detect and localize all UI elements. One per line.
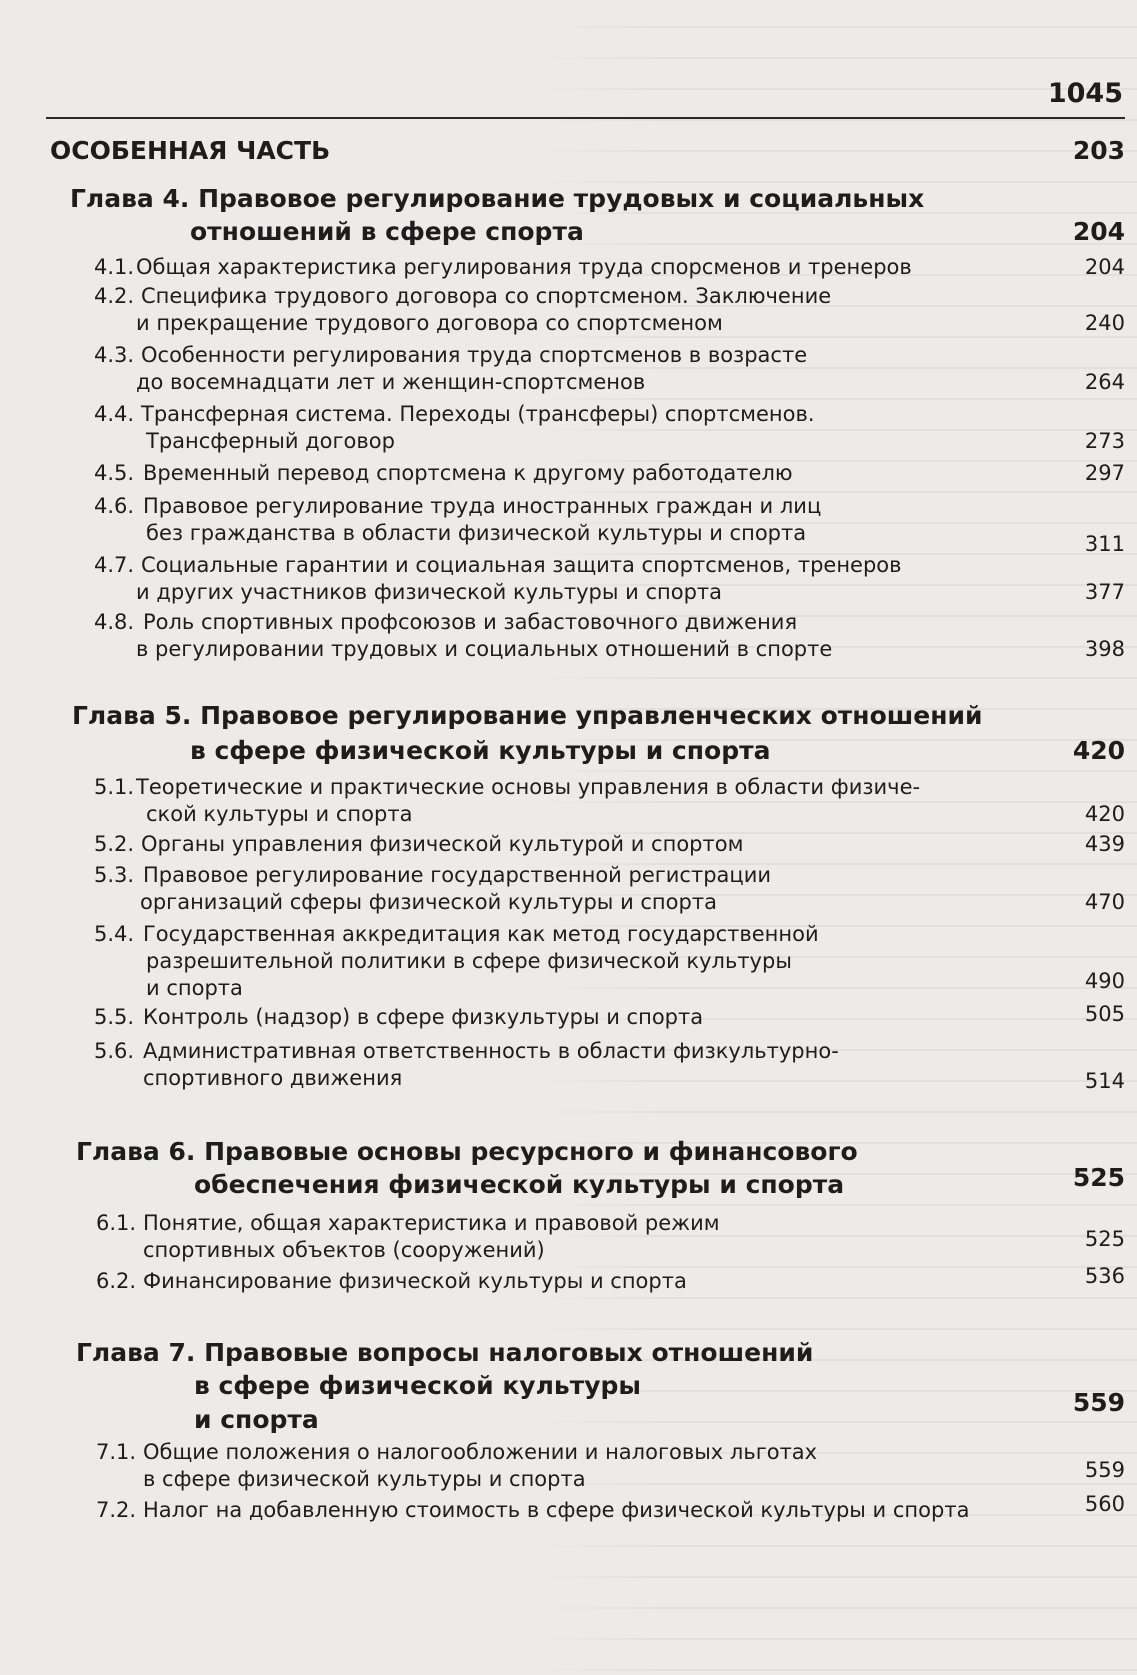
entry-number: 4.5. — [94, 461, 135, 485]
entry-number: 7.2. — [96, 1498, 137, 1522]
entry-title-line: Специфика трудового договора со спортсменом. Заключение — [141, 284, 832, 308]
entry-title-line: Общая характеристика регулирования труда спорсменов и тренеров — [136, 255, 912, 279]
entry-page: 439 — [1084, 832, 1125, 856]
entry-title-line: Налог на добавленную стоимость в сфере физической культуры и спорта — [143, 1498, 970, 1522]
entry-number: 6.2. — [96, 1269, 137, 1293]
entry-number: 4.1. — [94, 255, 135, 279]
entry-page: 514 — [1084, 1069, 1125, 1093]
entry-number: 4.2. — [94, 284, 135, 308]
entry-page: 273 — [1084, 429, 1125, 453]
entry-title-line: Трансферная система. Переходы (трансферы) спортсменов. — [141, 402, 815, 426]
entry-title-line: Административная ответственность в области физкультурно- — [143, 1039, 839, 1063]
part-title: ОСОБЕННАЯ ЧАСТЬ — [50, 136, 331, 165]
entry-title-line: организаций сферы физической культуры и спорта — [140, 890, 717, 914]
entry-page: 490 — [1084, 969, 1125, 993]
chapter-page: 420 — [1072, 736, 1125, 765]
entry-page: 240 — [1084, 311, 1125, 335]
entry-number: 5.5. — [94, 1005, 135, 1029]
entry-title-line: Роль спортивных профсоюзов и забастовочного движения — [143, 610, 798, 634]
entry-title-line: и прекращение трудового договора со спортсменом — [136, 311, 723, 335]
entry-number: 5.1. — [94, 775, 135, 799]
part-page: 203 — [1072, 136, 1125, 165]
entry-number: 5.4. — [94, 922, 135, 946]
entry-page: 297 — [1084, 461, 1125, 485]
entry-title-line: Общие положения о налогообложении и налоговых льготах — [143, 1440, 818, 1464]
entry-page: 204 — [1084, 255, 1125, 279]
entry-number: 4.7. — [94, 553, 135, 577]
entry-number: 4.8. — [94, 610, 135, 634]
entry-title-line: Органы управления физической культурой и спортом — [141, 832, 744, 856]
entry-title-line: в сфере физической культуры и спорта — [143, 1467, 586, 1491]
entry-title-line: и других участников физической культуры и спорта — [136, 580, 723, 604]
chapter-title-line: обеспечения физической культуры и спорта — [194, 1170, 845, 1199]
entry-page: 470 — [1084, 890, 1125, 914]
header-rule — [46, 117, 1125, 119]
entry-number: 4.4. — [94, 402, 135, 426]
entry-page: 420 — [1084, 802, 1125, 826]
entry-title-line: разрешительной политики в сфере физической культуры — [146, 949, 792, 973]
entry-number: 4.3. — [94, 343, 135, 367]
chapter-title-line: и спорта — [194, 1405, 319, 1434]
entry-page: 505 — [1084, 1002, 1125, 1026]
entry-page: 559 — [1084, 1458, 1125, 1482]
entry-title-line: ской культуры и спорта — [146, 802, 413, 826]
entry-number: 5.6. — [94, 1039, 135, 1063]
entry-page: 536 — [1084, 1264, 1125, 1288]
chapter-title-line: в сфере физической культуры — [194, 1371, 641, 1400]
entry-page: 377 — [1084, 580, 1125, 604]
entry-title-line: Государственная аккредитация как метод государственной — [143, 922, 819, 946]
entry-title-line: Понятие, общая характеристика и правовой режим — [143, 1211, 720, 1235]
entry-title-line: и спорта — [146, 976, 243, 1000]
entry-title-line: Теоретические и практические основы управления в области физиче- — [136, 775, 921, 799]
entry-title-line: Правовое регулирование государственной регистрации — [143, 863, 771, 887]
chapter-title-line: в сфере физической культуры и спорта — [190, 736, 771, 765]
entry-title-line: Социальные гарантии и социальная защита спортсменов, тренеров — [141, 553, 902, 577]
entry-title-line: спортивного движения — [143, 1066, 403, 1090]
chapter-title-line: Глава 7. Правовые вопросы налоговых отношений — [76, 1338, 814, 1367]
entry-page: 311 — [1084, 532, 1125, 556]
entry-page: 525 — [1084, 1227, 1125, 1251]
entry-title-line: спортивных объектов (сооружений) — [143, 1238, 545, 1262]
entry-number: 7.1. — [96, 1440, 137, 1464]
chapter-title-line: Глава 4. Правовое регулирование трудовых и социальных — [70, 184, 925, 213]
entry-title-line: в регулировании трудовых и социальных отношений в спорте — [136, 637, 833, 661]
entry-page: 264 — [1084, 370, 1125, 394]
entry-page: 398 — [1084, 637, 1125, 661]
page-number: 1045 — [1047, 78, 1123, 109]
chapter-title-line: Глава 6. Правовые основы ресурсного и финансового — [76, 1137, 858, 1166]
entry-title-line: Финансирование физической культуры и спорта — [143, 1269, 687, 1293]
chapter-title-line: Глава 5. Правовое регулирование управленческих отношений — [72, 701, 983, 730]
entry-title-line: без гражданства в области физической культуры и спорта — [146, 521, 807, 545]
part-heading — [50, 136, 1125, 165]
entry-title-line: Трансферный договор — [146, 429, 395, 453]
entry-title-line: Временный перевод спортсмена к другому работодателю — [143, 461, 793, 485]
chapter-page: 559 — [1072, 1388, 1125, 1417]
entry-title-line: Особенности регулирования труда спортсменов в возрасте — [141, 343, 808, 367]
entry-title-line: Контроль (надзор) в сфере физкультуры и спорта — [143, 1005, 704, 1029]
chapter-title-line: отношений в сфере спорта — [190, 217, 584, 246]
entry-number: 6.1. — [96, 1211, 137, 1235]
entry-number: 5.3. — [94, 863, 135, 887]
entry-number: 4.6. — [94, 494, 135, 518]
chapter-page: 204 — [1072, 217, 1125, 246]
entry-number: 5.2. — [94, 832, 135, 856]
entry-title-line: до восемнадцати лет и женщин-спортсменов — [136, 370, 646, 394]
chapter-page: 525 — [1072, 1163, 1125, 1192]
entry-title-line: Правовое регулирование труда иностранных граждан и лиц — [143, 494, 822, 518]
entry-page: 560 — [1084, 1492, 1125, 1516]
